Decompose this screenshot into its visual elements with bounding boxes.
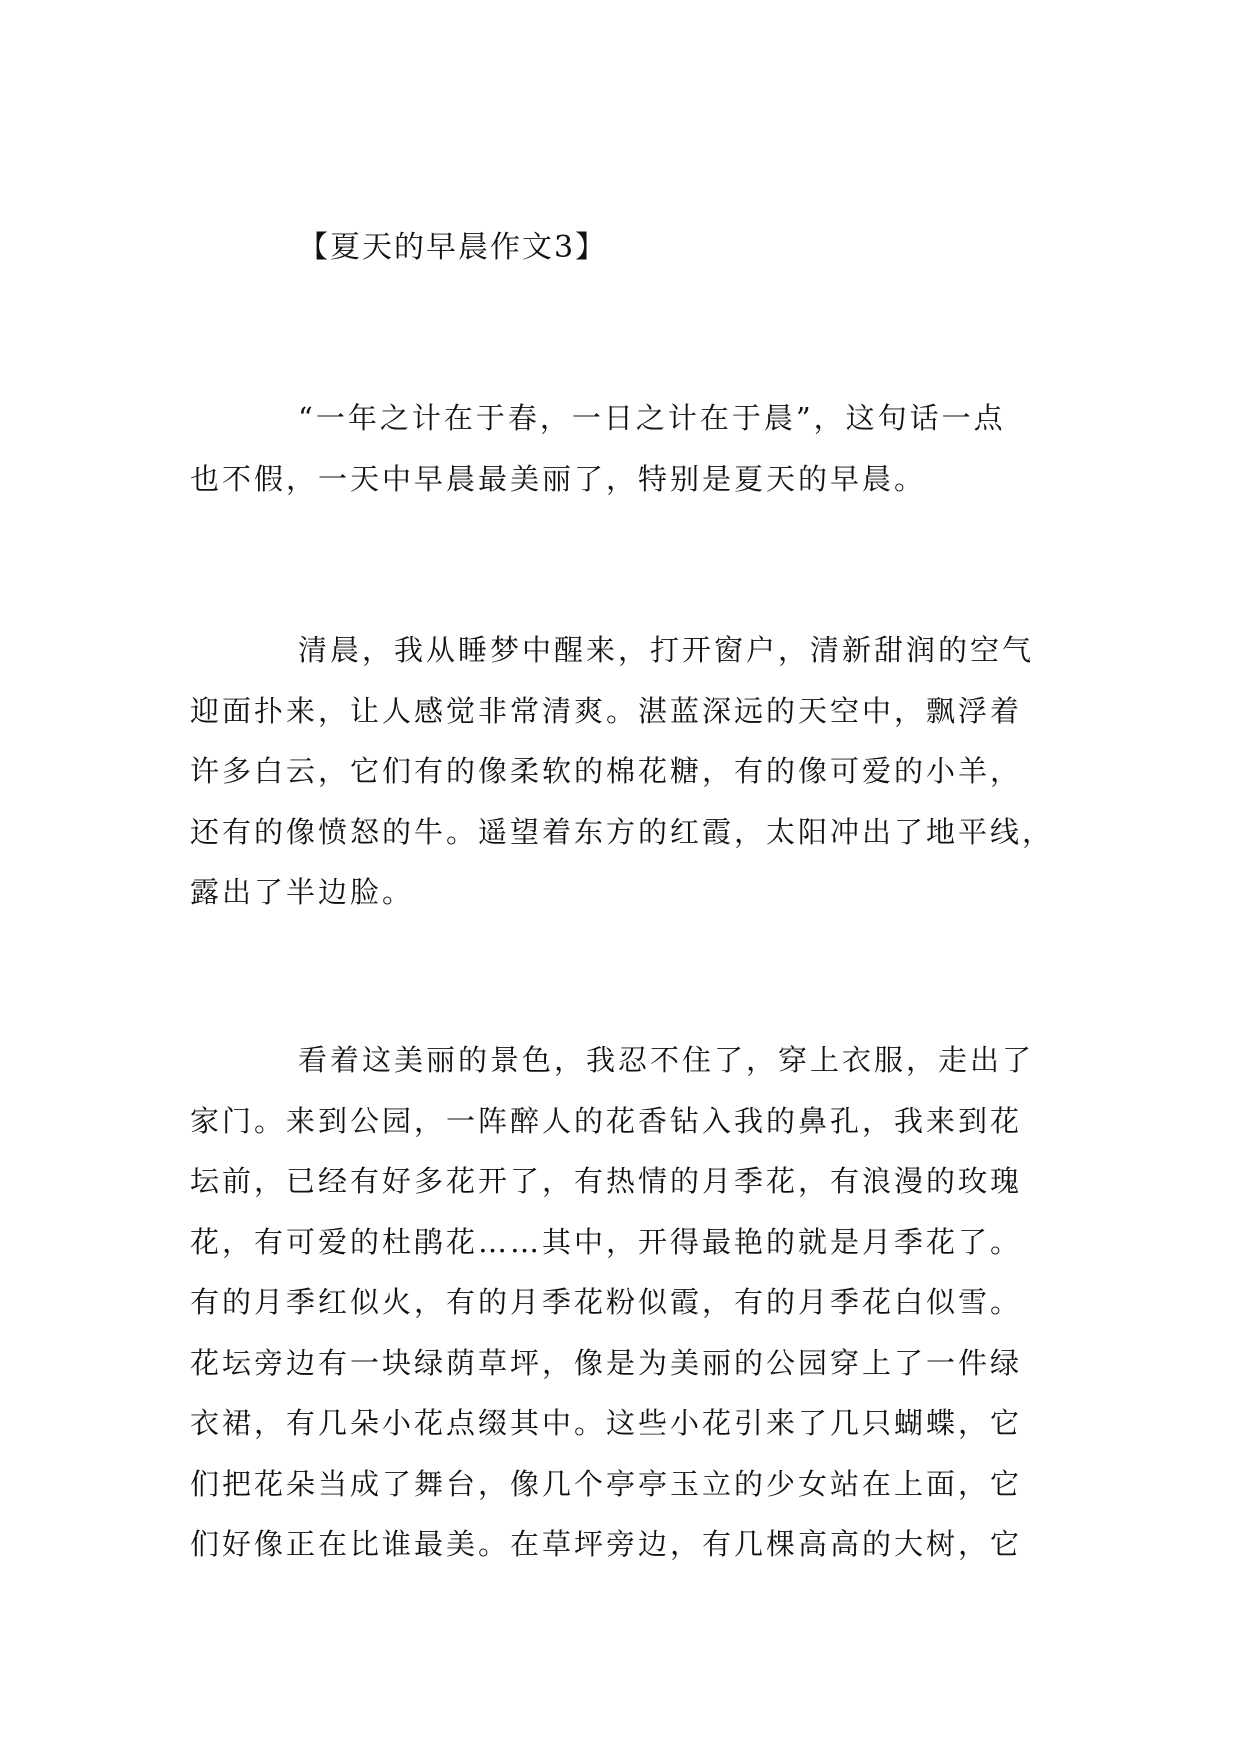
paragraph-line: 坛前，已经有好多花开了，有热情的月季花，有浪漫的玫瑰 — [190, 1164, 1023, 1198]
paragraph-3 — [190, 1030, 1060, 1575]
paragraph-line: 露出了半边脸。 — [190, 875, 415, 909]
paragraph-line: 花坛旁边有一块绿荫草坪，像是为美丽的公园穿上了一件绿 — [190, 1345, 1023, 1380]
paragraph-2 — [190, 620, 1060, 923]
paragraph-line: 们好像正在比谁最美。在草坪旁边，有几棵高高的大树，它 — [190, 1527, 1023, 1561]
paragraph-1 — [190, 388, 1060, 509]
paragraph-line: 衣裙，有几朵小花点缀其中。这些小花引来了几只蝴蝶，它 — [190, 1406, 1023, 1440]
paragraph-line: 花，有可爱的杜鹃花……其中，开得最艳的就是月季花了。 — [190, 1224, 1023, 1259]
essay-title: 【夏天的早晨作文3】 — [298, 230, 608, 265]
paragraph-line: 看着这美丽的景色，我忍不住了，穿上衣服，走出了 — [298, 1043, 1035, 1077]
paragraph-line: 有的月季红似火，有的月季花粉似霞，有的月季花白似雪。 — [190, 1285, 1023, 1319]
paragraph-line: “一年之计在于春，一日之计在于晨”，这句话一点 — [298, 401, 1006, 435]
paragraph-line: 家门。来到公园，一阵醉人的花香钻入我的鼻孔，我来到花 — [190, 1103, 1023, 1138]
paragraph-line: 还有的像愤怒的牛。遥望着东方的红霞，太阳冲出了地平线， — [190, 814, 1055, 849]
paragraph-line: 迎面扑来，让人感觉非常清爽。湛蓝深远的天空中，飘浮着 — [190, 693, 1023, 728]
paragraph-line: 许多白云，它们有的像柔软的棉花糖，有的像可爱的小羊， — [190, 754, 1023, 788]
paragraph-line: 清晨，我从睡梦中醒来，打开窗户，清新甜润的空气 — [298, 633, 1035, 667]
paragraph-line: 也不假，一天中早晨最美丽了，特别是夏天的早晨。 — [190, 461, 927, 496]
paragraph-line: 们把花朵当成了舞台，像几个亭亭玉立的少女站在上面，它 — [190, 1466, 1023, 1501]
